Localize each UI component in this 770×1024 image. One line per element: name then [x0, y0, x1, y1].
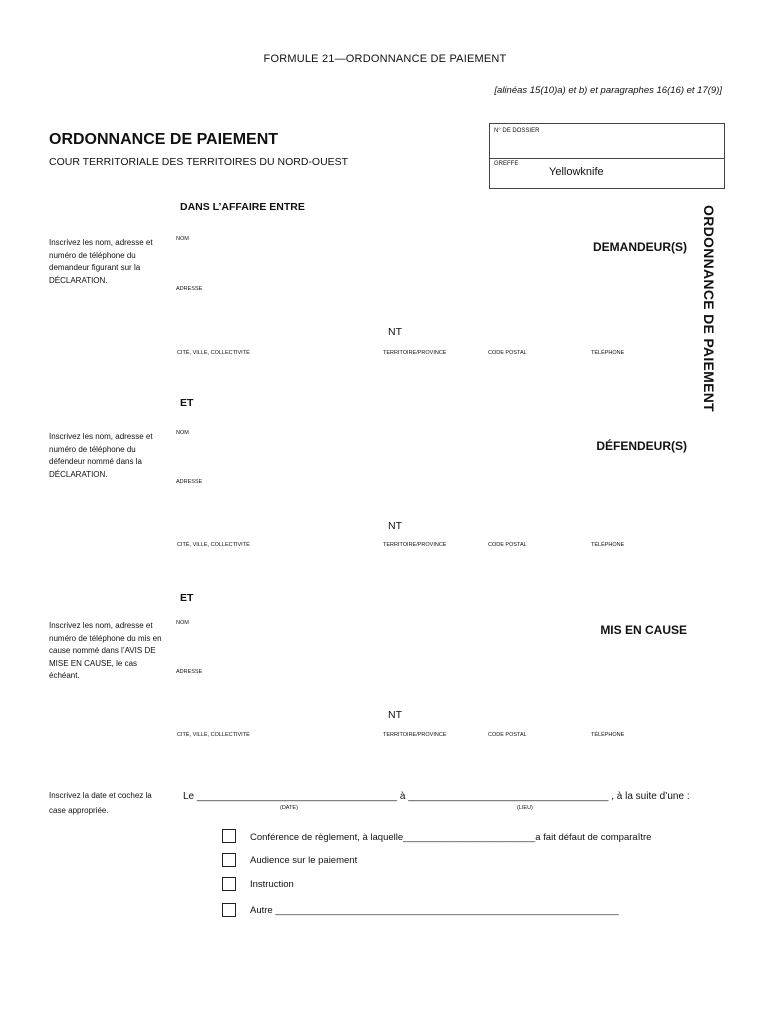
- party-3-address-label: ADRESSE: [176, 669, 203, 675]
- registry-field[interactable]: [489, 157, 725, 189]
- party-1-instruction: Inscrivez les nom, adresse et numéro de téléphone du demandeur figurant sur la DÉCLARATION.: [49, 238, 153, 285]
- and-heading-1: ET: [180, 397, 194, 409]
- party-1-city-label: CITÉ, VILLE, COLLECTIVITÉ: [177, 350, 250, 356]
- party-3-instruction: Inscrivez les nom, adresse et numéro de téléphone du mis en cause nommé dans l’AVIS DE MISE EN CAUSE, le cas échéant.: [49, 621, 162, 680]
- option-label-2: Audience sur le paiement: [250, 855, 358, 866]
- place-sublabel: (LIEU): [517, 805, 533, 811]
- option-checkbox-1[interactable]: [222, 829, 236, 843]
- date-place-line[interactable]: Le ____________________________________ à ____________________________________ , à la suite d’une :: [183, 791, 690, 802]
- date-sublabel: (DATE): [280, 805, 298, 811]
- file-number-field[interactable]: [489, 123, 725, 159]
- option-checkbox-2[interactable]: [222, 853, 236, 867]
- option-label-1: Conférence de règlement, à laquelle_________________________a fait défaut de comparaître: [250, 832, 652, 843]
- party-2-role: DÉFENDEUR(S): [596, 439, 687, 453]
- file-number-label: N° DE DOSSIER: [494, 128, 540, 134]
- party-2-instruction: Inscrivez les nom, adresse et numéro de téléphone du défendeur nommé dans la DÉCLARATION.: [49, 432, 153, 479]
- party-1-address-label: ADRESSE: [176, 286, 203, 292]
- party-2-territory-label: TERRITOIRE/PROVINCE: [383, 542, 447, 548]
- court-name: COUR TERRITORIALE DES TERRITOIRES DU NORD-OUEST: [49, 156, 349, 168]
- registry-label: GREFFE: [494, 161, 519, 167]
- between-heading: DANS L’AFFAIRE ENTRE: [180, 201, 305, 213]
- party-1-territory-label: TERRITOIRE/PROVINCE: [383, 350, 447, 356]
- vertical-title: ORDONNANCE DE PAIEMENT: [701, 205, 717, 413]
- party-2-phone-label: TÉLÉPHONE: [591, 542, 625, 548]
- party-3-city-label: CITÉ, VILLE, COLLECTIVITÉ: [177, 732, 250, 738]
- page-title: ORDONNANCE DE PAIEMENT: [49, 131, 279, 148]
- date-instruction: Inscrivez la date et cochez la case appropriée.: [49, 791, 152, 815]
- party-2-city-label: CITÉ, VILLE, COLLECTIVITÉ: [177, 542, 250, 548]
- party-3-role: MIS EN CAUSE: [600, 623, 687, 637]
- party-3-territory-value: NT: [388, 709, 402, 721]
- party-1-postal-label: CODE POSTAL: [488, 350, 527, 356]
- party-2-address-label: ADRESSE: [176, 479, 203, 485]
- party-3-territory-label: TERRITOIRE/PROVINCE: [383, 732, 447, 738]
- party-2-name-label: NOM: [176, 430, 189, 436]
- legal-reference: [alinéas 15(10)a) et b) et paragraphes 16(16) et 17(9)]: [494, 85, 722, 96]
- registry-value: Yellowknife: [549, 166, 604, 178]
- option-label-3: Instruction: [250, 879, 294, 890]
- party-3-name-label: NOM: [176, 620, 189, 626]
- party-2-postal-label: CODE POSTAL: [488, 542, 527, 548]
- party-3-postal-label: CODE POSTAL: [488, 732, 527, 738]
- party-1-role: DEMANDEUR(S): [593, 240, 687, 254]
- party-1-territory-value: NT: [388, 326, 402, 338]
- form-number-title: FORMULE 21—ORDONNANCE DE PAIEMENT: [263, 53, 507, 65]
- party-1-phone-label: TÉLÉPHONE: [591, 350, 625, 356]
- and-heading-2: ET: [180, 592, 194, 604]
- option-checkbox-3[interactable]: [222, 877, 236, 891]
- party-3-phone-label: TÉLÉPHONE: [591, 732, 625, 738]
- option-checkbox-4[interactable]: [222, 903, 236, 917]
- party-1-name-label: NOM: [176, 236, 189, 242]
- option-label-4: Autre _________________________________________________________________: [250, 905, 619, 916]
- party-2-territory-value: NT: [388, 520, 402, 532]
